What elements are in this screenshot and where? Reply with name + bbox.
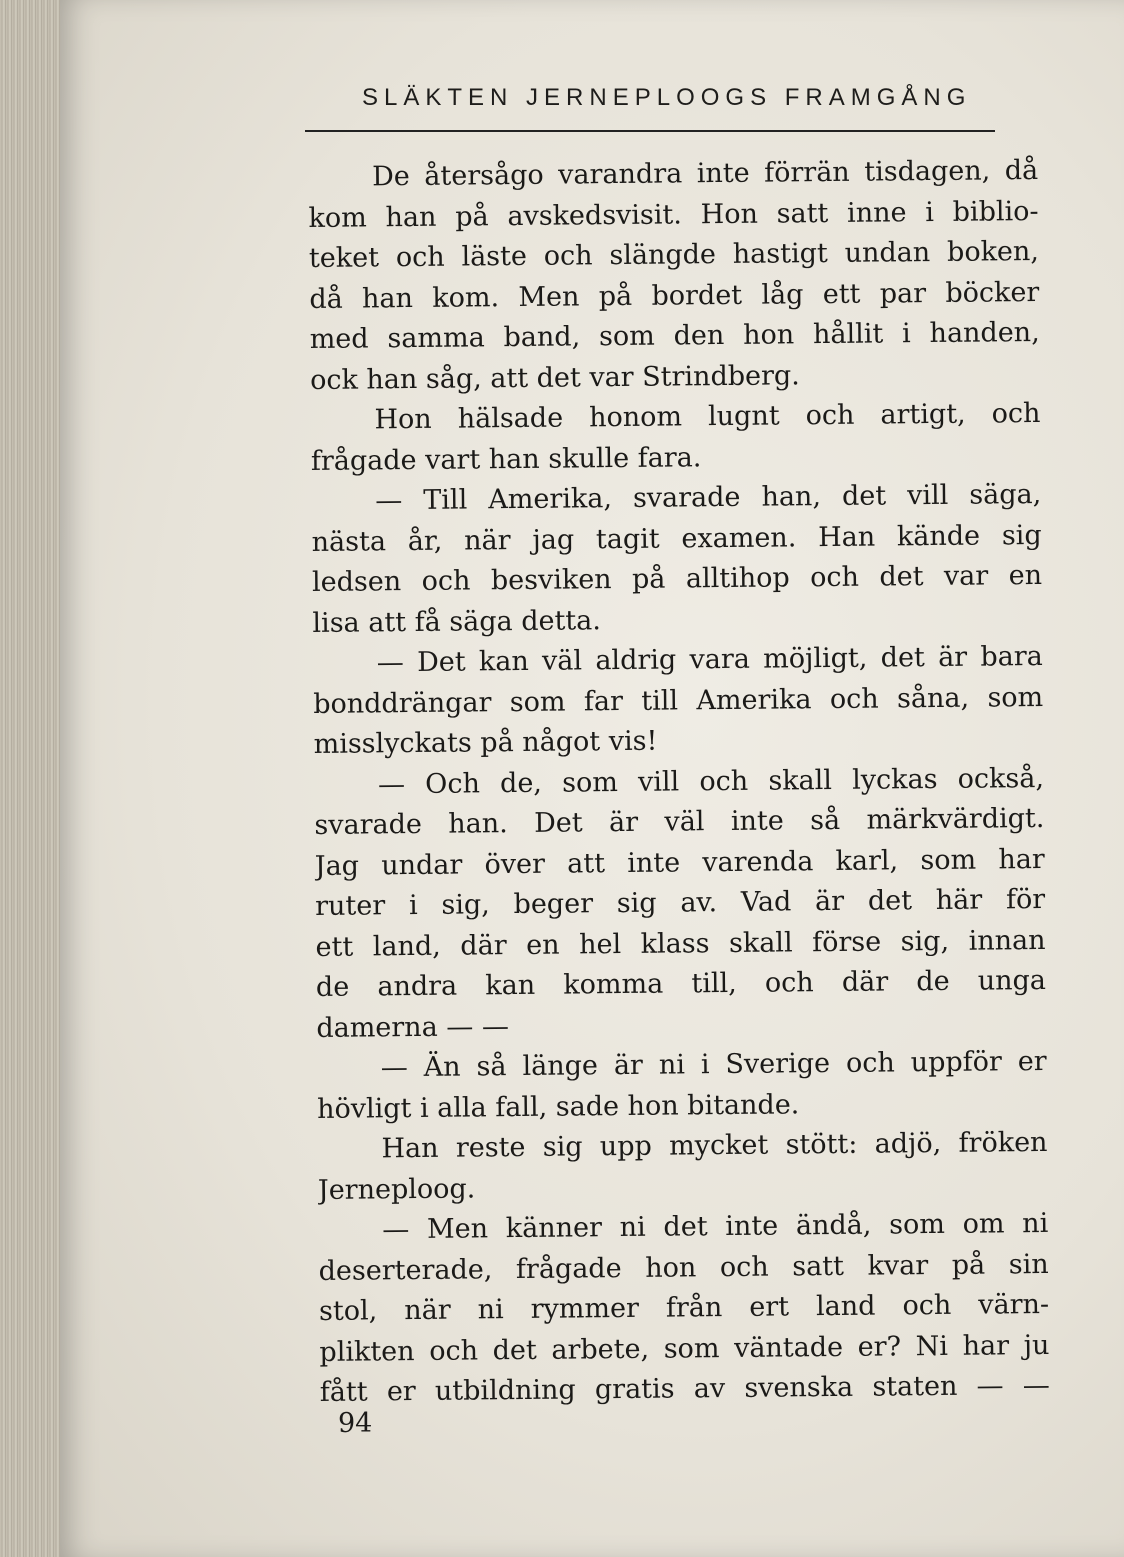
text-line: kom han på avskedsvisit. Hon satt inne i biblio- [308,195,1039,234]
running-head: SLÄKTEN JERNEPLOOGS FRAMGÅNG [362,84,972,111]
text-line: Jerneploog. [317,1172,476,1206]
text-line: Jag undar över att inte varenda karl, som har [314,843,1045,882]
text-line: damerna — — [316,1010,510,1044]
text-line: ett land, där en hel klass skall förse sig, innan [315,924,1046,963]
book-page [60,0,1124,1557]
text-line: de andra kan komma till, och där de unga [315,964,1047,1003]
header-rule [305,130,995,132]
text-line: ock han såg, att det var Strindberg. [309,359,800,396]
body-text [308,151,1050,1413]
page-number: 94 [338,1408,373,1439]
text-line: Hon hälsade honom lugnt och artigt, och [374,397,1041,436]
text-line: ledsen och besviken på alltihop och det var en [311,559,1043,598]
text-line: bonddrängar som far till Amerika och såna, som [313,681,1044,720]
text-line: Han reste sig upp mycket stött: adjö, fröken [381,1126,1048,1165]
text-line: frågade vart han skulle fara. [310,441,702,477]
text-line: — Och de, som vill och skall lyckas också, [377,762,1045,800]
text-line: ruter i sig, beger sig av. Vad är det här för [315,883,1046,922]
text-line: teket och läste och slängde hastigt undan boken, [308,235,1040,274]
text-line: med samma band, som den hon hållit i handen, [309,316,1040,355]
text-line: — Det kan väl aldrig vara möjligt, det är bara [376,640,1043,679]
text-line: nästa år, när jag tagit examen. Han kände sig [311,519,1042,558]
text-line: lisa att få säga detta. [312,604,602,639]
text-line: fått er utbildning gratis av svenska staten — — [319,1369,1050,1408]
text-line: — Till Amerika, svarade han, det vill säga, [375,478,1042,517]
text-line: deserterade, frågade hon och satt kvar på sin [318,1248,1049,1287]
text-line: stol, när ni rymmer från ert land och värn- [318,1288,1050,1327]
text-line: hövligt i alla fall, sade hon bitande. [316,1088,800,1125]
text-line: — Men känner ni det inte ändå, som om ni [382,1207,1049,1246]
text-line: — Än så länge är ni i Sverige och uppför er [380,1045,1047,1084]
text-line: misslyckats på något vis! [313,725,658,760]
text-line: då han kom. Men på bordet låg ett par böcker [309,276,1040,315]
text-line: plikten och det arbete, som väntade er? Ni har ju [319,1329,1050,1368]
text-line: svarade han. Det är väl inte så märkvärdigt. [314,802,1045,841]
page-edge-stack [0,0,60,1557]
text-line: De återsågo varandra inte förrän tisdagen, då [372,154,1039,193]
